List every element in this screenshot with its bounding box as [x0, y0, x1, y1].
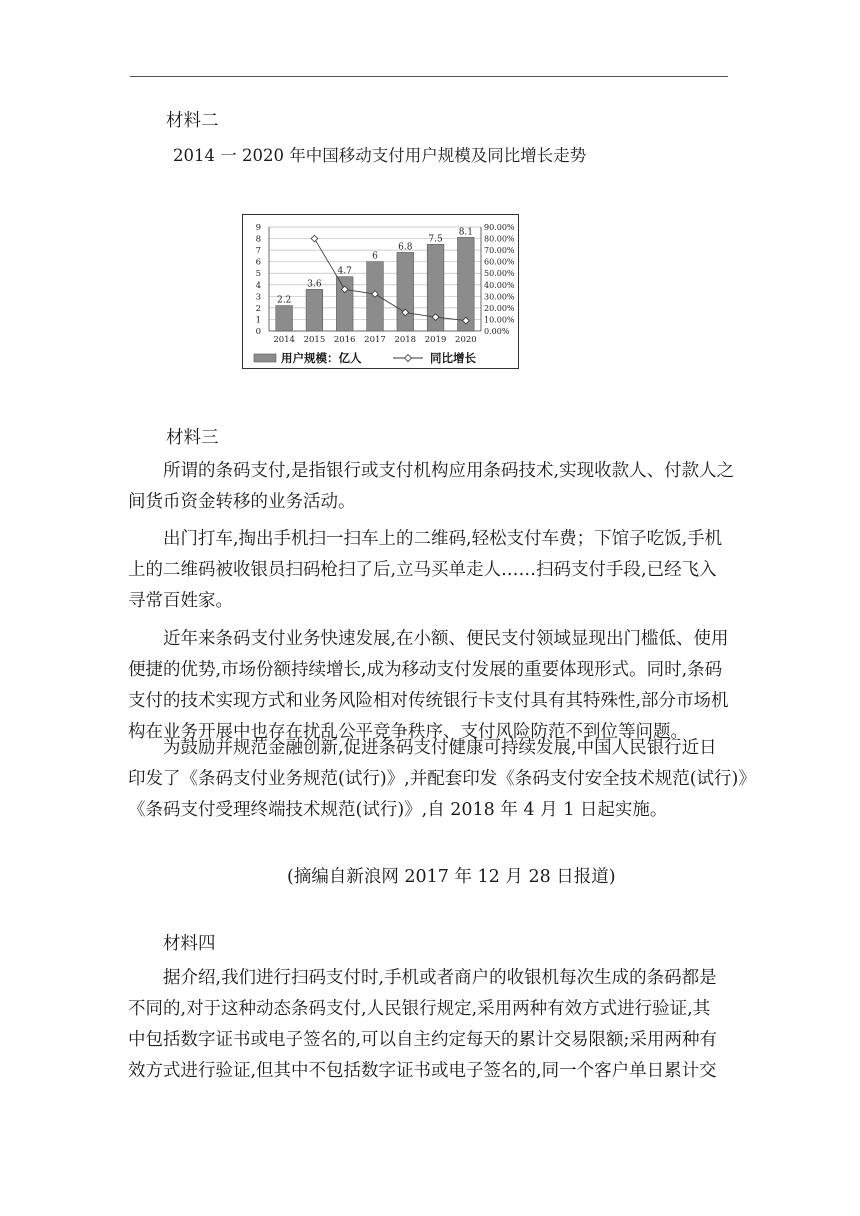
y-tick-label: 0: [255, 327, 261, 337]
y-tick-label: 4: [255, 280, 261, 291]
x-tick-label: 2019: [424, 335, 447, 345]
bar-value-label: 6: [372, 251, 378, 262]
source-citation: (摘编自新浪网 2017 年 12 月 28 日报道): [287, 867, 616, 887]
y-tick-label: 6: [255, 257, 261, 268]
y-tick-label: 1: [255, 315, 261, 326]
text-line: 所谓的条码支付,是指银行或支付机构应用条码技术,实现收款人、付款人之: [163, 461, 735, 481]
text-line: 上的二维码被收银员扫码枪扫了后,立马买单走人……扫码支付手段,已经飞入: [128, 560, 717, 580]
x-tick-label: 2017: [364, 335, 386, 345]
material3-paragraph-4: [128, 733, 756, 826]
bar: [397, 252, 414, 331]
text-line: 出门打车,掏出手机扫一扫车上的二维码,轻松支付车费；下馆子吃饭,手机: [163, 529, 723, 549]
bar-value-label: 2.2: [276, 295, 292, 306]
x-tick-label: 2020: [455, 335, 477, 345]
bar: [336, 277, 353, 331]
y-tick-label: 5: [255, 269, 261, 280]
y2-tick-label: 80.00%: [484, 234, 515, 244]
y2-tick-label: 20.00%: [484, 303, 515, 313]
text-line: 便捷的优势,市场份额持续增长,成为移动支付发展的重要体现形式。同时,条码: [128, 660, 723, 680]
y2-tick-label: 90.00%: [484, 223, 515, 232]
x-tick-label: 2018: [394, 335, 417, 345]
text-line: 不同的,对于这种动态条码支付,人民银行规定,采用两种有效方式进行验证,其: [128, 999, 711, 1019]
bar-value-label: 3.6: [307, 279, 322, 290]
text-line: 近年来条码支付业务快速发展,在小额、便民支付领域显现出门槛低、使用: [163, 629, 729, 649]
y2-tick-label: 70.00%: [484, 246, 515, 256]
text-line: 效方式进行验证,但其中不包括数字证书或电子签名的,同一个客户单日累计交: [128, 1061, 717, 1081]
text-line: 为鼓励并规范金融创新,促进条码支付健康可持续发展,中国人民银行近日: [163, 738, 717, 758]
bar-value-label: 8.1: [458, 227, 474, 238]
text-line: 《条码支付受理终端技术规范(试行)》,自 2018 年 4 月 1 日起实施。: [128, 800, 668, 820]
x-tick-label: 2014: [273, 335, 295, 345]
bar: [276, 306, 293, 331]
material2-heading: 材料二: [166, 111, 219, 131]
material3-paragraph-3: [128, 624, 732, 748]
bar-value-label: 7.5: [428, 234, 443, 245]
y-tick-label: 2: [255, 303, 261, 314]
legend-bar-label: 用户规模：亿人: [281, 351, 362, 365]
material3-paragraph-2: [128, 524, 732, 617]
growth-point: [311, 235, 318, 242]
text-line: 中包括数字证书或电子签名的,可以自主约定每天的累计交易限额;采用两种有: [128, 1030, 717, 1050]
text-line: 支付的技术实现方式和业务风险相对传统银行卡支付具有其特殊性,部分市场机: [128, 691, 729, 711]
material3-heading: 材料三: [166, 428, 219, 448]
y-tick-label: 3: [255, 292, 261, 303]
chart-svg: [243, 215, 520, 370]
bar-value-label: 4.7: [337, 266, 352, 277]
y-tick-label: 8: [255, 234, 261, 245]
y2-tick-label: 30.00%: [484, 292, 515, 302]
y2-tick-label: 0.00%: [484, 327, 510, 336]
top-rule: [130, 76, 728, 77]
material4-heading: 材料四: [163, 934, 216, 954]
bar: [306, 289, 323, 331]
legend-line-label: 同比增长: [430, 351, 476, 365]
y-tick-label: 7: [255, 246, 261, 257]
legend-bar-swatch: [254, 354, 276, 362]
chart-title: 2014 一 2020 年中国移动支付用户规模及同比增长走势: [173, 146, 587, 165]
text-line: 间货币资金转移的业务活动。: [128, 492, 356, 512]
chart: [242, 214, 519, 369]
y2-tick-label: 50.00%: [484, 269, 515, 279]
text-line: 据介绍,我们进行扫码支付时,手机或者商户的收银机每次生成的条码都是: [163, 968, 717, 988]
text-line: 印发了《条码支付业务规范(试行)》,并配套印发《条码支付安全技术规范(试行)》: [128, 769, 756, 789]
y2-tick-label: 40.00%: [484, 280, 515, 290]
material4-paragraph-1: [128, 963, 732, 1087]
y-tick-label: 9: [255, 223, 261, 233]
y2-tick-label: 60.00%: [484, 257, 515, 267]
x-tick-label: 2016: [333, 335, 356, 345]
material3-paragraph-1: [128, 456, 735, 518]
legend-line-marker: [405, 355, 412, 362]
bar-value-label: 6.8: [398, 242, 413, 253]
x-tick-label: 2015: [303, 335, 326, 345]
y2-tick-label: 10.00%: [484, 315, 515, 325]
text-line: 寻常百姓家。: [128, 591, 233, 611]
text-line: 构在业务开展中也存在扰乱公平竞争秩序、支付风险防范不到位等问题。: [128, 722, 688, 742]
